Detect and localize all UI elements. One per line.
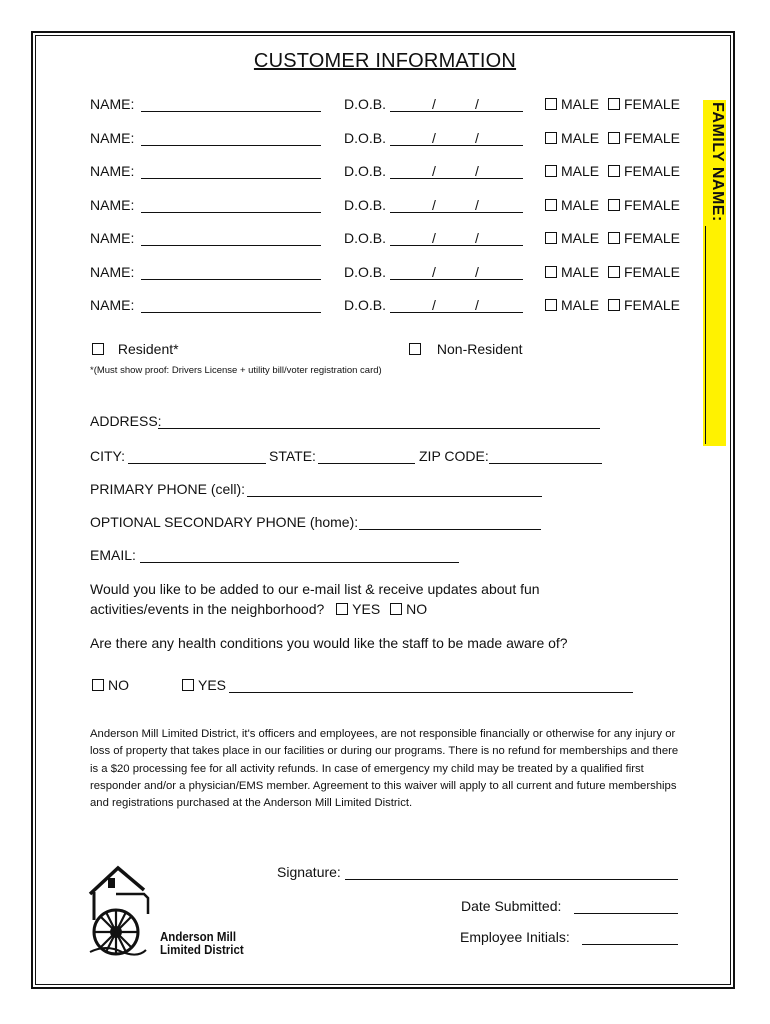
male-checkbox[interactable]	[545, 232, 557, 244]
health-no-checkbox[interactable]	[92, 679, 104, 691]
secondary-phone-field[interactable]	[359, 529, 541, 530]
health-no-label: NO	[108, 677, 129, 693]
member-dob-field[interactable]	[390, 178, 523, 179]
female-checkbox[interactable]	[608, 199, 620, 211]
male-label: MALE	[561, 163, 600, 179]
state-label: STATE:	[269, 448, 316, 464]
male-label: MALE	[561, 297, 600, 313]
male-label: MALE	[561, 230, 600, 246]
female-label: FEMALE	[624, 130, 681, 146]
email-list-no-checkbox[interactable]	[390, 603, 402, 615]
dob-separator: /	[432, 96, 436, 112]
female-label: FEMALE	[624, 163, 681, 179]
member-dob-field[interactable]	[390, 111, 523, 112]
male-label: MALE	[561, 130, 600, 146]
member-name-field[interactable]	[141, 145, 321, 146]
waiver-text: Anderson Mill Limited District, it's officers and employees, are not responsible financially or otherwise for any injury or loss of property that takes place in our facilities or during our programs. There is no refund for memberships and there is a $20 processing fee for all activity refunds. In case of emergency my child may be treated by a qualified first responder and/or a physician/EMS member. Agreement to this waiver will apply to all current and future memberships and registrations purchased at the Anderson Mill Limited District.	[90, 728, 679, 810]
dob-separator: /	[432, 130, 436, 146]
female-checkbox[interactable]	[608, 165, 620, 177]
member-name-label: NAME:	[90, 96, 135, 112]
email-list-question: Would you like to be added to our e-mail list & receive updates about fun	[90, 581, 540, 597]
dob-separator: /	[475, 230, 479, 246]
date-submitted-label: Date Submitted:	[461, 898, 562, 914]
email-list-yes[interactable]	[336, 601, 380, 617]
female-label: FEMALE	[624, 264, 681, 280]
resident-label: Resident*	[117, 341, 179, 357]
member-female-option[interactable]	[608, 96, 680, 112]
member-female-option[interactable]	[608, 163, 680, 179]
member-dob-field[interactable]	[390, 312, 523, 313]
member-male-option[interactable]	[545, 96, 599, 112]
email-list-no-label: NO	[406, 601, 428, 617]
member-male-option[interactable]	[545, 197, 599, 213]
family-name-field[interactable]	[705, 226, 706, 444]
dob-separator: /	[432, 230, 436, 246]
member-name-field[interactable]	[141, 279, 321, 280]
male-checkbox[interactable]	[545, 199, 557, 211]
member-dob-label: D.O.B.	[344, 130, 387, 146]
health-yes-checkbox[interactable]	[182, 679, 194, 691]
female-checkbox[interactable]	[608, 232, 620, 244]
family-name-label: FAMILY NAME:	[709, 102, 726, 222]
employee-initials-field[interactable]	[582, 944, 678, 945]
male-label: MALE	[561, 197, 600, 213]
health-yes-option[interactable]	[182, 677, 226, 693]
health-no-option[interactable]	[92, 677, 129, 693]
health-question: Are there any health conditions you would like the staff to be made aware of?	[90, 635, 568, 651]
member-name-label: NAME:	[90, 297, 135, 313]
non-resident-option[interactable]	[409, 341, 523, 357]
dob-separator: /	[432, 163, 436, 179]
secondary-phone-label: OPTIONAL SECONDARY PHONE (home):	[90, 514, 359, 530]
logo-text	[160, 931, 244, 957]
male-checkbox[interactable]	[545, 165, 557, 177]
member-female-option[interactable]	[608, 230, 680, 246]
member-dob-field[interactable]	[390, 245, 523, 246]
member-male-option[interactable]	[545, 130, 599, 146]
member-name-field[interactable]	[141, 178, 321, 179]
female-label: FEMALE	[624, 197, 681, 213]
member-dob-label: D.O.B.	[344, 197, 387, 213]
male-checkbox[interactable]	[545, 299, 557, 311]
city-field[interactable]	[128, 463, 266, 464]
zip-label: ZIP CODE:	[419, 448, 489, 464]
male-label: MALE	[561, 264, 600, 280]
state-field[interactable]	[318, 463, 415, 464]
member-dob-field[interactable]	[390, 212, 523, 213]
date-submitted-field[interactable]	[574, 913, 678, 914]
member-female-option[interactable]	[608, 264, 680, 280]
member-female-option[interactable]	[608, 130, 680, 146]
dob-separator: /	[475, 130, 479, 146]
member-dob-label: D.O.B.	[344, 96, 387, 112]
member-dob-label: D.O.B.	[344, 297, 387, 313]
female-checkbox[interactable]	[608, 266, 620, 278]
dob-separator: /	[475, 297, 479, 313]
form-title: CUSTOMER INFORMATION	[253, 50, 517, 72]
female-checkbox[interactable]	[608, 299, 620, 311]
email-list-question-cont	[90, 601, 427, 617]
employee-initials-label: Employee Initials:	[460, 929, 570, 945]
female-label: FEMALE	[624, 297, 681, 313]
female-label: FEMALE	[624, 230, 681, 246]
mill-wheel-icon	[86, 864, 166, 960]
email-list-yes-checkbox[interactable]	[336, 603, 348, 615]
member-male-option[interactable]	[545, 163, 599, 179]
dob-separator: /	[432, 197, 436, 213]
female-checkbox[interactable]	[608, 98, 620, 110]
member-name-label: NAME:	[90, 230, 135, 246]
female-checkbox[interactable]	[608, 132, 620, 144]
email-list-yes-label: YES	[352, 601, 381, 617]
male-label: MALE	[561, 96, 600, 112]
logo-line2: Limited District	[160, 943, 244, 957]
male-checkbox[interactable]	[545, 132, 557, 144]
female-label: FEMALE	[624, 96, 681, 112]
dob-separator: /	[475, 264, 479, 280]
member-dob-label: D.O.B.	[344, 230, 387, 246]
member-dob-field[interactable]	[390, 279, 523, 280]
member-male-option[interactable]	[545, 264, 599, 280]
dob-separator: /	[475, 96, 479, 112]
member-dob-field[interactable]	[390, 145, 523, 146]
member-male-option[interactable]	[545, 297, 599, 313]
male-checkbox[interactable]	[545, 98, 557, 110]
member-name-field[interactable]	[141, 212, 321, 213]
address-label: ADDRESS:	[90, 413, 162, 429]
primary-phone-label: PRIMARY PHONE (cell):	[90, 481, 246, 497]
member-name-label: NAME:	[90, 264, 135, 280]
member-dob-label: D.O.B.	[344, 163, 387, 179]
member-name-label: NAME:	[90, 130, 135, 146]
dob-separator: /	[432, 264, 436, 280]
address-field[interactable]	[158, 428, 600, 429]
member-name-field[interactable]	[141, 312, 321, 313]
dob-separator: /	[475, 163, 479, 179]
primary-phone-field[interactable]	[247, 496, 542, 497]
email-list-question-line2: activities/events in the neighborhood?	[90, 601, 325, 617]
member-dob-label: D.O.B.	[344, 264, 387, 280]
zip-field[interactable]	[489, 463, 602, 464]
non-resident-checkbox[interactable]	[409, 343, 421, 355]
logo-line1: Anderson Mill	[160, 930, 237, 944]
member-name-label: NAME:	[90, 197, 135, 213]
non-resident-label: Non-Resident	[436, 341, 523, 357]
member-female-option[interactable]	[608, 197, 680, 213]
member-name-label: NAME:	[90, 163, 135, 179]
resident-checkbox[interactable]	[92, 343, 104, 355]
male-checkbox[interactable]	[545, 266, 557, 278]
member-name-field[interactable]	[141, 111, 321, 112]
email-label: EMAIL:	[90, 547, 136, 563]
dob-separator: /	[475, 197, 479, 213]
signature-field[interactable]	[345, 879, 678, 880]
member-female-option[interactable]	[608, 297, 680, 313]
email-list-no[interactable]	[390, 601, 427, 617]
city-label: CITY:	[90, 448, 126, 464]
signature-label: Signature:	[277, 864, 341, 880]
health-yes-label: YES	[198, 677, 227, 693]
health-details-field[interactable]	[229, 692, 633, 693]
member-name-field[interactable]	[141, 245, 321, 246]
email-field[interactable]	[140, 562, 459, 563]
dob-separator: /	[432, 297, 436, 313]
resident-option[interactable]	[92, 341, 179, 357]
member-male-option[interactable]	[545, 230, 599, 246]
resident-note: *(Must show proof: Drivers License + utility bill/voter registration card)	[90, 365, 382, 376]
